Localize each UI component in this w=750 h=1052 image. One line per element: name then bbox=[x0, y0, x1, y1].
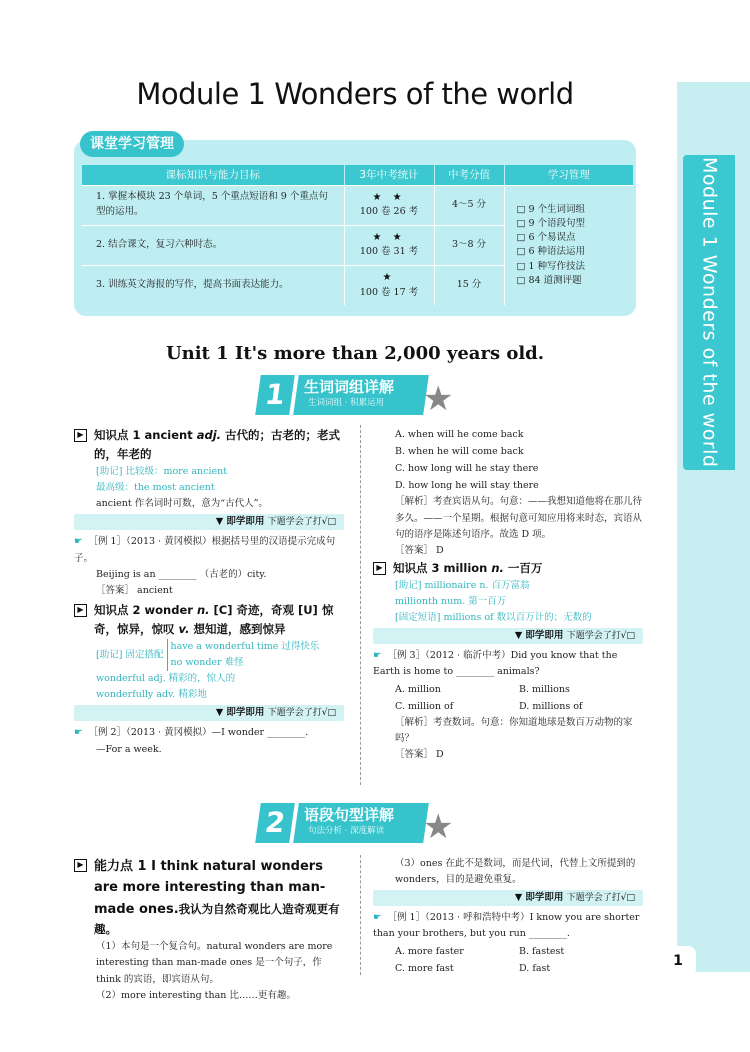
triangle-icon: ▶ bbox=[74, 859, 87, 872]
plan-score: 3～8 分 bbox=[434, 225, 504, 265]
example-1: ☛ ［例 1］（2013 · 黄冈模拟）根据括号里的汉语提示完成句子。 bbox=[74, 536, 336, 564]
example-2: ☛ ［例 2］（2013 · 黄冈模拟）—I wonder ________. bbox=[74, 727, 309, 739]
triangle-icon: ▶ bbox=[74, 429, 87, 442]
pointing-hand-icon: ☛ bbox=[74, 727, 83, 739]
right-column-1: A. when will he come back B. when he will come back C. how long will he stay there D. how long he will stay there ［解析］考查宾语从句。句意：——我想知道他将在那儿待多久。——一个星期。根据句意可知应用将来时态，宾语从句的语序是陈述句语序。故选 D 项。 ［答案］ D ▶ 知识点 3 million n. 一百万 [助记] millionaire n. 百万富翁 millionth num. 第一百万 [固定短语] millions of 数以百万计的；无数的 ▼ 即学即用 下题学会了打√□ ☛ ［例 3］（2012 · 临沂中考）Did you know that the Earth is home to ________ animals? A. million B. millions C. million of D. millions of ［解析］考查数词。句意：你知道地球是数百万动物的家吗？ ［答案］ D bbox=[373, 426, 643, 763]
plan-label: 课堂学习管理 bbox=[80, 131, 184, 157]
checkbox-item: □ 84 道测评题 bbox=[516, 274, 582, 286]
practice-bar: ▼ 即学即用 下题学会了打√□ bbox=[74, 514, 344, 530]
star-icon: ★ bbox=[382, 272, 396, 284]
checkbox-item: □ 9 个语段句型 bbox=[516, 217, 586, 229]
module-title: Module 1 Wonders of the world bbox=[136, 77, 574, 111]
right-column-2: （3）ones 在此不是数词，而是代词，代替上文所提到的 wonders，目的是避免重复。 ▼ 即学即用 下题学会了打√□ ☛ ［例 1］（2013 · 呼和浩特中考）I know you are shorter than your brothers, but you run ________. A. more faster B. fastest C. more fast D. fast bbox=[373, 856, 643, 977]
left-column-1: ▶ 知识点 1 ancient adj. 古代的；古老的；老式的，年老的 [助记] 比较级：more ancient 最高级：the most ancient ancient 作名词时可数，意为“古代人”。 ▼ 即学即用 下题学会了打√□ ☛ ［例 1］（2013 · 黄冈模拟）根据括号里的汉语提示完成句子。 Beijing is an ________ （古老的）city. ［答案］ ancient ▶ 知识点 2 wonder n. [C] 奇迹，奇观 [U] 惊奇，惊异，惊叹 v. 想知道，感到惊异 [助记] 固定搭配 have a wonderful time 过得快乐 no wonder 难怪 wonderful adj. 精彩的，惊人的 wonderfully adv. 精彩地 ▼ 即学即用 下题学会了打√□ ☛ ［例 2］（2013 · 黄冈模拟）—I wonder ________. —For a week. bbox=[74, 426, 344, 758]
star-icon: ★ ★ bbox=[372, 191, 406, 203]
example-3: ☛ ［例 3］（2012 · 临沂中考）Did you know that the Earth is home to ________ animals? bbox=[373, 650, 618, 678]
checkbox-item: □ 6 个易误点 bbox=[516, 232, 576, 243]
star-icon: ★ bbox=[423, 807, 454, 847]
plan-table bbox=[82, 165, 633, 305]
star-icon: ★ bbox=[423, 379, 454, 419]
plan-header-goal: 课标知识与能力目标 bbox=[82, 165, 344, 185]
section-subtitle: 生词词组 · 积累运用 bbox=[308, 398, 385, 408]
column-divider bbox=[360, 855, 361, 975]
plan-header-mgmt: 学习管理 bbox=[504, 165, 633, 185]
unit-title: Unit 1 It's more than 2,000 years old. bbox=[165, 343, 545, 364]
plan-score: 15 分 bbox=[434, 265, 504, 305]
knowledge-point-1: ▶ 知识点 1 ancient adj. 古代的；古老的；老式的，年老的 bbox=[74, 426, 344, 464]
triangle-icon: ▶ bbox=[373, 562, 386, 575]
plan-header-score: 中考分值 bbox=[434, 165, 504, 185]
options-list: A. million B. millions C. million of D. millions of bbox=[395, 683, 583, 712]
checkbox-item: □ 1 种写作技法 bbox=[516, 260, 586, 272]
pointing-hand-icon: ☛ bbox=[373, 650, 382, 662]
page-number: 1 bbox=[660, 946, 696, 976]
knowledge-point-3: ▶ 知识点 3 million n. 一百万 bbox=[373, 559, 643, 578]
side-tab-text: Module 1 Wonders of the world bbox=[698, 157, 721, 468]
section-title: 语段句型详解 bbox=[304, 806, 395, 824]
star-icon: ★ ★ bbox=[372, 231, 406, 243]
note-text: ancient 作名词时可数，意为“古代人”。 bbox=[96, 498, 268, 510]
plan-score: 4～5 分 bbox=[434, 185, 504, 225]
practice-bar: ▼ 即学即用 下题学会了打√□ bbox=[373, 890, 643, 906]
section-number: 2 bbox=[255, 803, 295, 843]
triangle-icon: ▶ bbox=[74, 604, 87, 617]
plan-row bbox=[82, 185, 633, 225]
section-title: 生词词组详解 bbox=[304, 378, 395, 396]
analysis-text: ［解析］考查宾语从句。句意：——我想知道他将在那儿待多久。——一个星期。根据句意可知应用将来时态，宾语从句的语序是陈述句语序。故选 D 项。 bbox=[395, 496, 643, 540]
options-list: A. more faster B. fastest C. more fast D. fast bbox=[395, 945, 565, 974]
checkbox-item: □ 6 种语法运用 bbox=[516, 246, 586, 258]
section-number: 1 bbox=[255, 375, 295, 415]
plan-stat: ★ ★ 100 卷 31 考 bbox=[344, 225, 434, 265]
plan-goal: 3. 训练英文海报的写作，提高书面表达能力。 bbox=[82, 265, 344, 305]
practice-bar: ▼ 即学即用 下题学会了打√□ bbox=[373, 628, 643, 644]
practice-bar: ▼ 即学即用 下题学会了打√□ bbox=[74, 705, 344, 721]
pointing-hand-icon: ☛ bbox=[74, 536, 83, 548]
plan-goal: 2. 结合课文，复习六种时态。 bbox=[82, 225, 344, 265]
column-divider bbox=[360, 425, 361, 785]
pointing-hand-icon: ☛ bbox=[373, 912, 382, 924]
plan-stat: ★ 100 卷 17 考 bbox=[344, 265, 434, 305]
ability-point-1: ▶ 能力点 1 I think natural wonders are more interesting than man-made ones.我认为自然奇观比人造奇观更有趣。 bbox=[74, 856, 344, 939]
left-column-2: ▶ 能力点 1 I think natural wonders are more interesting than man-made ones.我认为自然奇观比人造奇观更有趣。 （1）本句是一个复合句。natural wonders are more interesting than man-made ones 是一个句子，作 think 的宾语，即宾语从句。 （2）more interesting than 比……更有趣。 bbox=[74, 856, 344, 1004]
knowledge-point-2: ▶ 知识点 2 wonder n. [C] 奇迹，奇观 [U] 惊奇，惊异，惊叹 v. 想知道，感到惊异 bbox=[74, 601, 344, 639]
section-subtitle: 句法分析 · 深度解读 bbox=[308, 826, 385, 836]
options-list: A. when will he come back B. when he will come back C. how long will he stay there D. how long he will stay there bbox=[395, 429, 539, 492]
plan-header-stat: 3年中考统计 bbox=[344, 165, 434, 185]
example-1b: ☛ ［例 1］（2013 · 呼和浩特中考）I know you are shorter than your brothers, but you run ________. bbox=[373, 912, 640, 940]
section-banner-vocab bbox=[258, 375, 458, 419]
plan-management bbox=[504, 185, 633, 305]
plan-goal: 1. 掌握本模块 23 个单词，5 个重点短语和 9 个重点句型的运用。 bbox=[82, 185, 344, 225]
checkbox-item: □ 9 个生词词组 bbox=[516, 203, 586, 215]
section-banner-sentence bbox=[258, 803, 458, 847]
plan-stat: ★ ★ 100 卷 26 考 bbox=[344, 185, 434, 225]
